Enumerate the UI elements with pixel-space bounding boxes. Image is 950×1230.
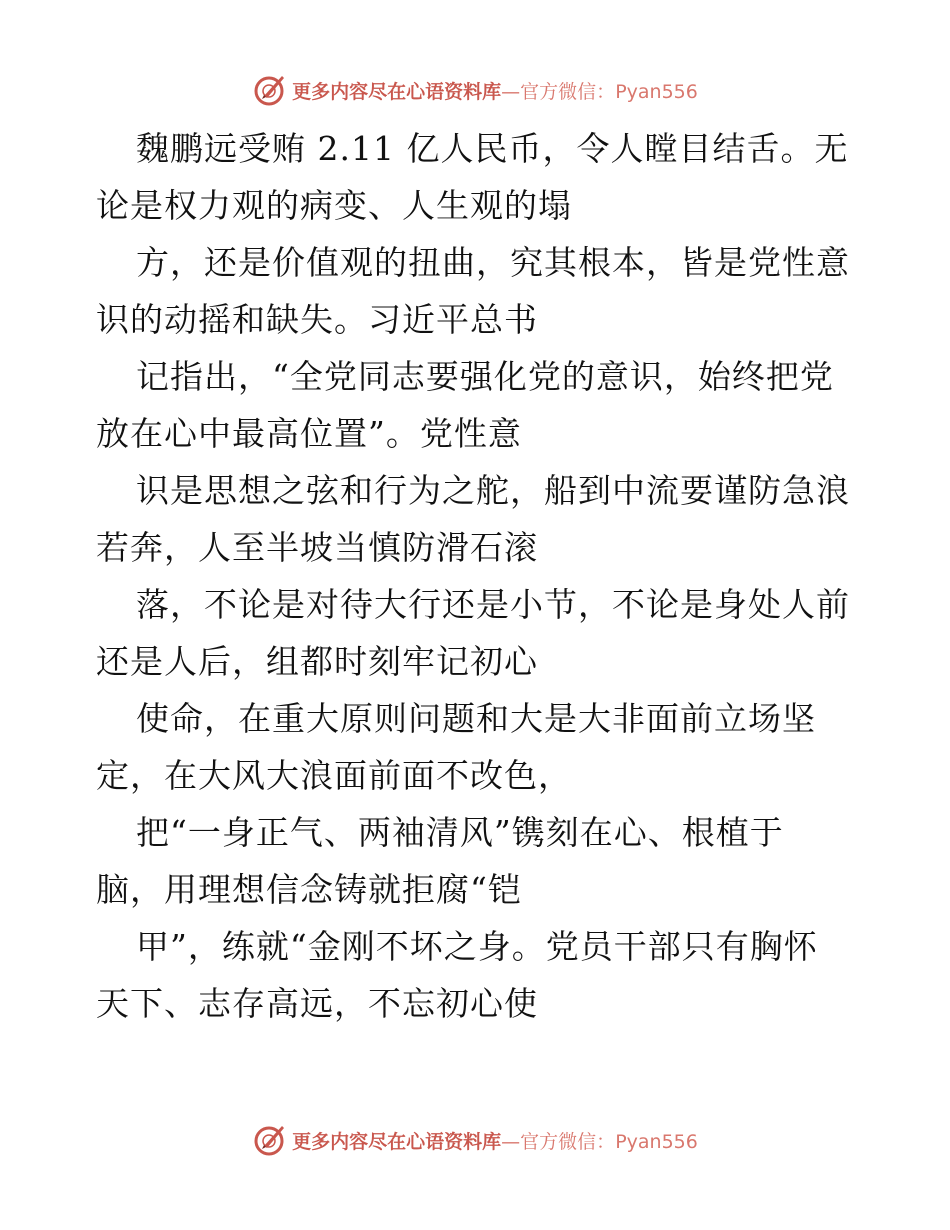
watermark-main: 更多内容尽在心语资料库 <box>292 80 502 103</box>
header-watermark <box>0 70 950 110</box>
document-body <box>96 120 876 1032</box>
watermark-secondary: 官方微信： <box>520 80 616 103</box>
body-line: 魏鹏远受贿 2.11 亿人民币，令人瞠目结舌。无 <box>136 129 849 168</box>
body-line: 甲”，练就“金刚不坏之身。党员干部只有胸怀 <box>136 927 818 966</box>
watermark-separator: — <box>501 80 521 103</box>
watermark-main: 更多内容尽在心语资料库 <box>292 1130 502 1153</box>
body-line: 还是人后，组都时刻牢记初心 <box>96 642 538 681</box>
body-line: 把“一身正气、两袖清风”镌刻在心、根植于 <box>136 813 784 852</box>
footer-watermark <box>0 1120 950 1160</box>
body-line: 脑，用理想信念铸就拒腐“铠 <box>96 870 522 909</box>
watermark-secondary: 官方微信： <box>520 1130 616 1153</box>
watermark-text <box>292 77 698 104</box>
watermark-handle: Pyan556 <box>615 1130 698 1153</box>
body-line: 定，在大风大浪面前面不改色， <box>96 756 572 795</box>
watermark-handle: Pyan556 <box>615 80 698 103</box>
body-line: 若奔，人至半坡当慎防滑石滚 <box>96 528 538 567</box>
body-line: 落，不论是对待大行还是小节，不论是身处人前 <box>136 585 850 624</box>
watermark-text <box>292 1127 698 1154</box>
quill-pen-circle-icon <box>252 1122 288 1158</box>
quill-pen-circle-icon <box>252 72 288 108</box>
body-line: 论是权力观的病变、人生观的塌 <box>96 186 572 225</box>
body-line: 识是思想之弦和行为之舵，船到中流要谨防急浪 <box>136 471 850 510</box>
watermark-separator: — <box>501 1130 521 1153</box>
body-line: 识的动摇和缺失。习近平总书 <box>96 300 538 339</box>
body-line: 放在心中最高位置”。党性意 <box>96 414 522 453</box>
body-line: 记指出，“全党同志要强化党的意识，始终把党 <box>136 357 834 396</box>
body-line: 天下、志存高远，不忘初心使 <box>96 984 538 1023</box>
body-line: 方，还是价值观的扭曲，究其根本，皆是党性意 <box>136 243 850 282</box>
body-line: 使命，在重大原则问题和大是大非面前立场坚 <box>136 699 816 738</box>
